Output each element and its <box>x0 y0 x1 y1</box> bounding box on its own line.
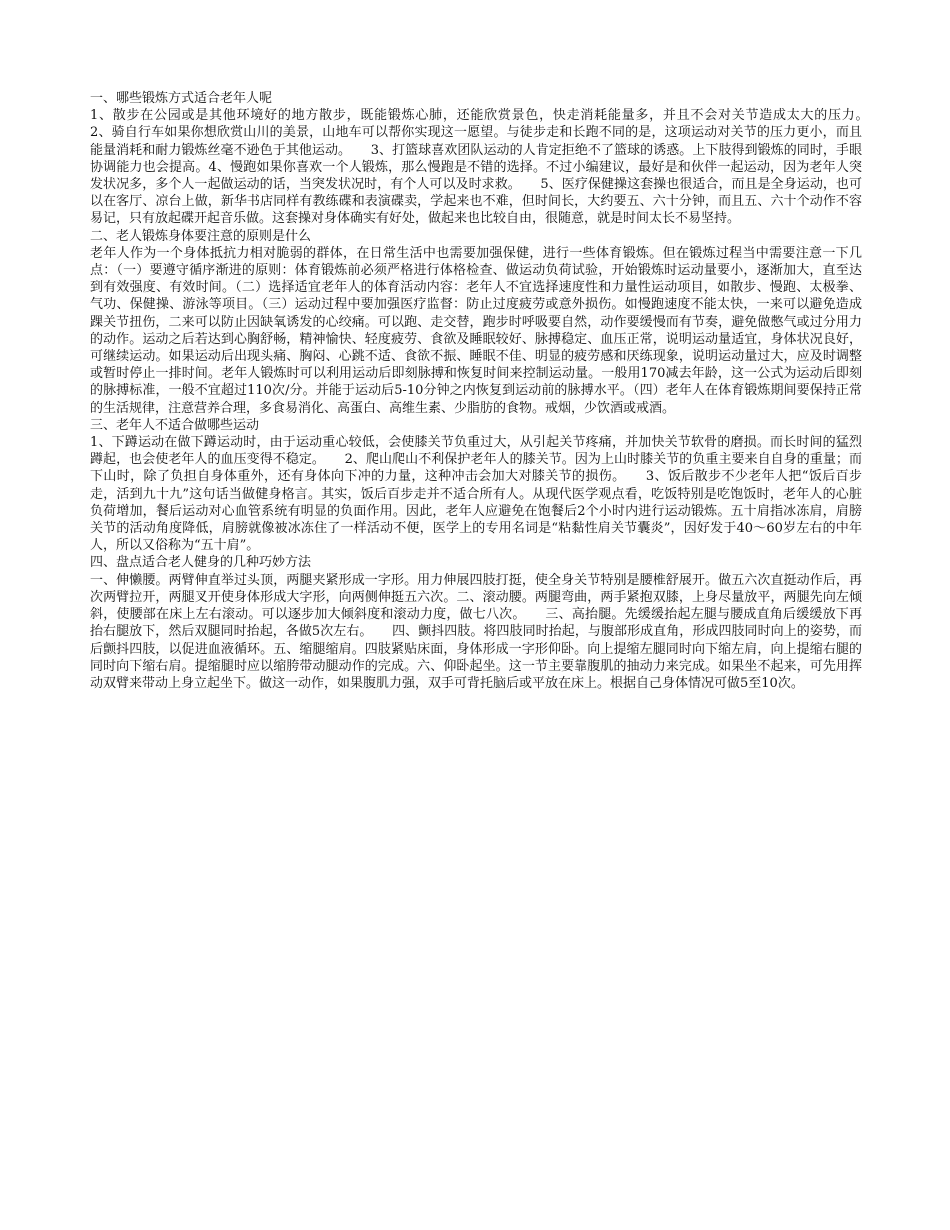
section-paragraph: 一、伸懒腰。两臂伸直举过头顶，两腿夹紧形成一字形。用力伸展四肢打挺，使全身关节特别是腰椎舒展开。做五六次直挺动作后，再次两臂拉开，两腿叉开使身体形成大字形，向两侧伸挺五六次。二、滚动腰。两腿弯曲，两手紧抱双膝，上身尽量放平，两腿先向左倾斜，使腰部在床上左右滚动。可以逐步加大倾斜度和滚动力度，做七八次。 三、高抬腿。先缓缓抬起左腿与腰成直角后缓缓放下再抬右腿放下，然后双腿同时抬起，各做5次左右。 四、颤抖四肢。将四肢同时抬起，与腹部形成直角，形成四肢同时向上的姿势，而后颤抖四肢，以促进血液循环。五、缩腿缩肩。四肢紧贴床面，身体形成一字形仰卧。向上提缩左腿同时向下缩左肩，向上提缩右腿的同时向下缩右肩。提缩腿时应以缩胯带动腿动作的完成。六、仰卧起坐。这一节主要靠腹肌的抽动力来完成。如果坐不起来，可先用挥动双臂来带动上身立起坐下。做这一动作，如果腹肌力强，双手可背托脑后或平放在床上。根据自己身体情况可做5至10次。 <box>90 572 862 691</box>
section-paragraph: 老年人作为一个身体抵抗力相对脆弱的群体，在日常生活中也需要加强保健，进行一些体育锻炼。但在锻炼过程当中需要注意一下几点：（一）要遵守循序渐进的原则：体育锻炼前必须严格进行体格检查、做运动负荷试验，开始锻炼时运动量要小，逐渐加大，直至达到有效强度、有效时间。（二）选择适宜老年人的体育活动内容：老年人不宜选择速度性和力量性运动项目，如散步、慢跑、太极拳、气功、保健操、游泳等项目。（三）运动过程中要加强医疗监督：防止过度疲劳或意外损伤。如慢跑速度不能太快，一来可以避免造成踝关节扭伤，二来可以防止因缺氧诱发的心绞痛。可以跑、走交替，跑步时呼吸要自然，动作要缓慢而有节奏，避免做憋气或过分用力的动作。运动之后若达到心胸舒畅，精神愉快、轻度疲劳、食欲及睡眠较好、脉搏稳定、血压正常，说明运动量适宜，身体状况良好，可继续运动。如果运动后出现头痛、胸闷、心跳不适、食欲不振、睡眠不佳、明显的疲劳感和厌练现象，说明运动量过大，应及时调整或暂时停止一排时间。老年人锻炼时可以利用运动后即刻脉搏和恢复时间来控制运动量。一般用170减去年龄，这一公式为运动后即刻的脉搏标准，一般不宜超过110次/分。并能于运动后5-10分钟之内恢复到运动前的脉搏水平。（四）老年人在体育锻炼期间要保持正常的生活规律，注意营养合理，多食易消化、高蛋白、高维生素、少脂肪的食物。戒烟，少饮酒或戒酒。 <box>90 245 862 416</box>
section-heading: 一、哪些锻炼方式适合老年人呢 <box>90 91 273 106</box>
section-heading: 二、老人锻炼身体要注意的原则是什么 <box>90 228 312 244</box>
section-paragraph: 1、下蹲运动在做下蹲运动时，由于运动重心较低，会使膝关节负重过大，从引起关节疼痛，并加快关节软骨的磨损。而长时间的猛烈蹲起，也会使老年人的血压变得不稳定。 2、爬山爬山不利保护老年人的膝关节。因为上山时膝关节的负重主要来自自身的重量；而下山时，除了负担自身体重外，还有身体向下冲的力量，这种冲击会加大对膝关节的损伤。 3、饭后散步不少老年人把“饭后百步走，活到九十九”这句话当做健身格言。其实，饭后百步走并不适合所有人。从现代医学观点看，吃饭特别是吃饱饭时，老年人的心脏负荷增加，餐后运动对心血管系统有明显的负面作用。因此，老年人应避免在饱餐后2个小时内进行运动锻炼。五十肩指冰冻肩，肩膀关节的活动角度降低，肩膀就像被冰冻住了一样活动不便，医学上的专用名词是“粘黏性肩关节囊炎”，因好发于40～60岁左右的中年人，所以又俗称为“五十肩”。 <box>90 435 862 554</box>
section-paragraph: 1、散步在公园或是其他环境好的地方散步，既能锻炼心肺，还能欣赏景色，快走消耗能量多，并且不会对关节造成太大的压力。 2、骑自行车如果你想欣赏山川的美景，山地车可以帮你实现这一愿望。与徒步走和长跑不同的是，这项运动对关节的压力更小，而且能量消耗和耐力锻炼丝毫不逊色于其他运动。 3、打篮球喜欢团队运动的人肯定拒绝不了篮球的诱惑。上下肢得到锻炼的同时，手眼协调能力也会提高。4、慢跑如果你喜欢一个人锻炼，那么慢跑是不错的选择。不过小编建议，最好是和伙伴一起运动，因为老年人突发状况多，多个人一起做运动的话，当突发状况时，有个人可以及时求救。 5、医疗保健操这套操也很适合，而且是全身运动，也可以在客厅、凉台上做，新华书店同样有教练碟和表演碟卖，学起来也不难，但时间长，大约要五、六十分钟，而且五、六十个动作不容易记，只有放起碟开起音乐做。这套操对身体确实有好处，做起来也比较自由，很随意，就是时间太长不易坚持。 <box>90 108 889 227</box>
document-body <box>90 90 889 692</box>
section-heading: 三、老年人不适合做哪些运动 <box>90 417 260 433</box>
section-heading: 四、盘点适合老人健身的几种巧妙方法 <box>90 555 312 571</box>
